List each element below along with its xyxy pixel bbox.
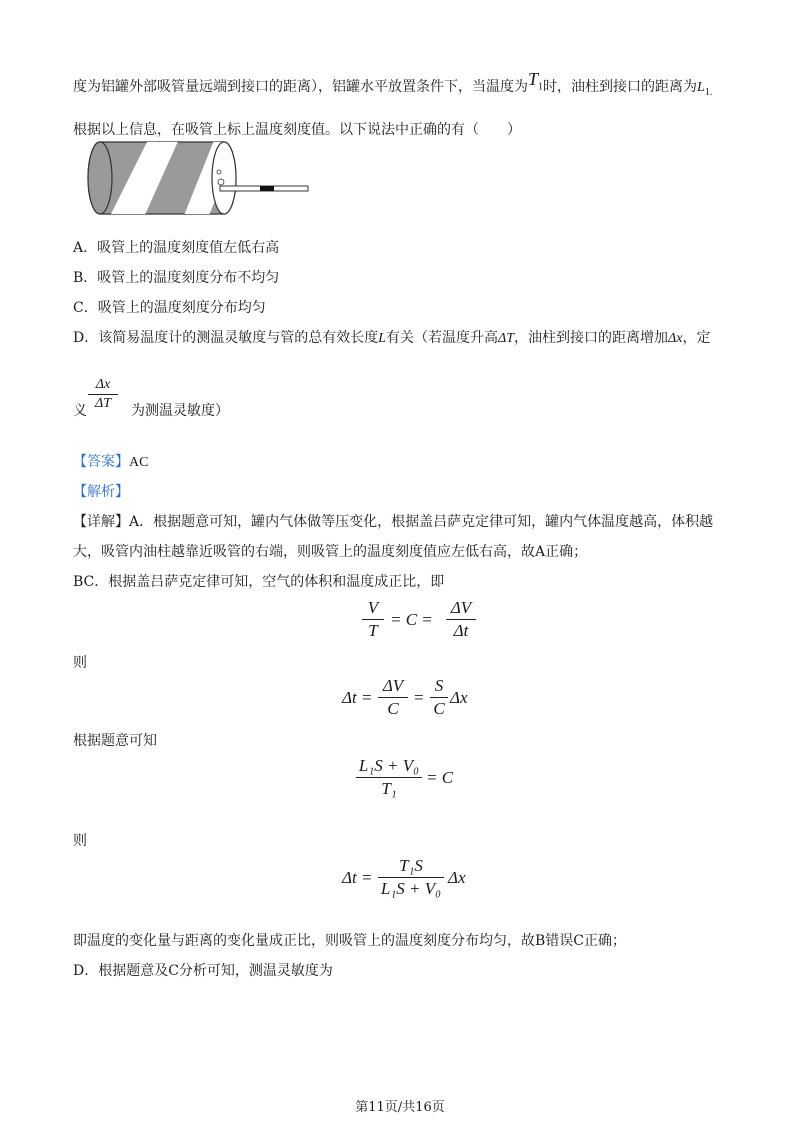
intro-text-a: 度为铝罐外部吸管量远端到接口的距离），铝罐水平放置条件下，当温度为 — [73, 79, 528, 95]
analysis-para-4: 即温度的变化量与距离的变化量成正比，则吸管上的温度刻度分布均匀，故B错误C正确； — [73, 933, 626, 949]
then-1: 则 — [73, 655, 87, 671]
t1-symbol: $T_1$ — [528, 69, 544, 93]
option-b: B．吸管上的温度刻度分布不均匀 — [73, 270, 280, 286]
then-2: 则 — [73, 833, 87, 849]
symbol-delta-t: ΔT — [498, 331, 515, 346]
page-number: 第11页/共16页 — [355, 1100, 445, 1115]
intro-line-1 — [73, 69, 713, 99]
analysis-para-5: D．根据题意及C分析可知，测温灵敏度为 — [73, 963, 333, 979]
analysis-para-2: BC．根据盖吕萨克定律可知，空气的体积和温度成正比，即 — [73, 574, 445, 590]
analysis-para-3: 根据题意可知 — [73, 733, 157, 749]
option-d-line-2: 义 为测温灵敏度） — [73, 403, 229, 419]
answer-tag: 【答案】 — [73, 454, 129, 470]
can-with-straw-diagram — [84, 138, 314, 220]
option-d: D．该简易温度计的测温灵敏度与管的总有效长度L有关（若温度升高ΔT，油柱到接口的距离增加Δx，定 — [73, 330, 711, 346]
intro-text-b: 时，油柱到接口的距离为 — [543, 79, 698, 95]
option-c: C．吸管上的温度刻度分布均匀 — [73, 300, 266, 316]
symbol-l: L — [378, 331, 387, 346]
intro-line-2: 根据以上信息，在吸管上标上温度刻度值。以下说法中正确的有（ ） — [73, 122, 521, 138]
l1-symbol: $L_{1.}$ — [697, 80, 713, 98]
analysis-para-1: 【详解】A．根据题意可知，罐内气体做等压变化，根据盖吕萨克定律可知，罐内气体温度越高，体积越 — [73, 514, 714, 530]
sensitivity-fraction: Δx ΔT — [88, 377, 118, 412]
answer-line — [73, 451, 148, 471]
answer-value: AC — [129, 455, 149, 470]
option-a: A．吸管上的温度刻度值左低右高 — [73, 240, 280, 256]
symbol-delta-x: Δx — [668, 331, 683, 346]
analysis-para-1b: 大，吸管内油柱越靠近吸管的右端，则吸管上的温度刻度值应左低右高，故A正确； — [73, 544, 588, 560]
analysis-tag: 【解析】 — [73, 484, 129, 500]
